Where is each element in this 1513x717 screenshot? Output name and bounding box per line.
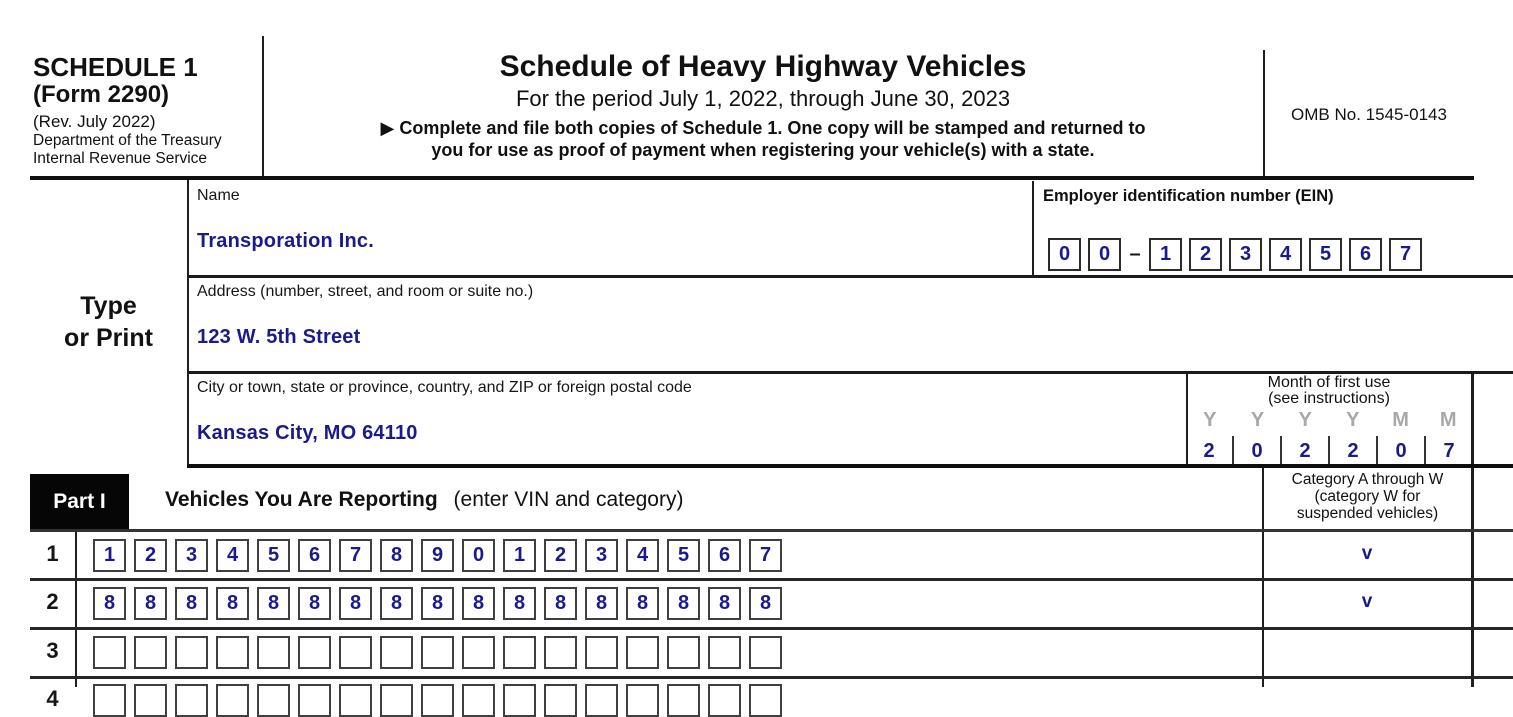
vin-digit-box[interactable]: 8 — [544, 587, 577, 620]
month-label-line2: (see instructions) — [1268, 390, 1390, 407]
part1-badge: Part I — [30, 474, 129, 530]
ein-digit-box[interactable]: 0 — [1048, 238, 1081, 271]
omb-number: OMB No. 1545-0143 — [1291, 105, 1447, 124]
vin-digit-box[interactable] — [667, 684, 700, 717]
vin-digit-box[interactable]: 8 — [298, 587, 331, 620]
month-digit-cell[interactable]: 2 — [1203, 439, 1215, 462]
vin-digit-box[interactable]: 8 — [749, 587, 782, 620]
arrow-right-icon: ▶ — [380, 118, 395, 138]
vin-digit-box[interactable] — [134, 636, 167, 669]
vin-digit-box[interactable] — [175, 684, 208, 717]
vin-digit-box[interactable]: 8 — [216, 587, 249, 620]
vin-digit-box[interactable]: 5 — [257, 539, 290, 572]
agency-line1: Department of the Treasury — [33, 132, 222, 149]
row-number: 1 — [46, 541, 59, 566]
category-header-line2: (category W for — [1314, 488, 1421, 505]
vin-digit-box[interactable] — [585, 684, 618, 717]
month-format-letter: Y — [1346, 408, 1360, 431]
ein-digit-box[interactable]: 1 — [1149, 238, 1182, 271]
vin-digit-box[interactable] — [216, 636, 249, 669]
part1-title: Vehicles You Are Reporting — [165, 488, 438, 511]
vin-digit-box[interactable]: 0 — [462, 539, 495, 572]
vin-digit-box[interactable]: 2 — [134, 539, 167, 572]
vin-digit-box[interactable] — [667, 636, 700, 669]
vin-digit-box[interactable]: 4 — [626, 539, 659, 572]
month-digit-cell[interactable]: 2 — [1280, 436, 1328, 466]
vin-digit-box[interactable] — [257, 636, 290, 669]
vin-digit-box[interactable]: 8 — [421, 587, 454, 620]
ein-digit-box[interactable]: 0 — [1088, 238, 1121, 271]
city-value[interactable]: Kansas City, MO 64110 — [197, 422, 418, 444]
ein-dash: – — [1129, 243, 1141, 265]
form-number: (Form 2290) — [33, 81, 170, 108]
vin-digit-box[interactable]: 3 — [585, 539, 618, 572]
vin-digit-box[interactable] — [749, 636, 782, 669]
vin-digit-box[interactable] — [626, 684, 659, 717]
vin-digit-box[interactable] — [544, 684, 577, 717]
row-divider-3 — [30, 676, 1513, 679]
ein-digit-box[interactable]: 3 — [1229, 238, 1262, 271]
vin-digit-box[interactable] — [462, 636, 495, 669]
ein-label: Employer identification number (EIN) — [1043, 187, 1334, 205]
vin-digit-box[interactable]: 8 — [257, 587, 290, 620]
vin-digit-box[interactable] — [380, 684, 413, 717]
type-or-print-line1: Type — [80, 292, 137, 320]
vin-digit-box[interactable] — [216, 684, 249, 717]
vin-boxes — [93, 587, 782, 620]
vin-digit-box[interactable]: 2 — [544, 539, 577, 572]
name-row-divider — [187, 275, 1513, 278]
vin-digit-box[interactable] — [503, 636, 536, 669]
vin-digit-box[interactable]: 9 — [421, 539, 454, 572]
row-number: 3 — [46, 638, 59, 663]
category-header-line3: suspended vehicles) — [1296, 505, 1439, 522]
month-digit-cell[interactable]: 0 — [1232, 436, 1280, 466]
month-format-letter: M — [1439, 408, 1457, 431]
vin-digit-box[interactable] — [421, 636, 454, 669]
vin-boxes — [93, 636, 782, 669]
vin-digit-box[interactable]: 8 — [462, 587, 495, 620]
month-digit-cell[interactable]: 2 — [1328, 436, 1376, 466]
row-number: 4 — [46, 686, 59, 711]
type-or-print-line2: or Print — [64, 324, 153, 352]
vin-digit-box[interactable] — [626, 636, 659, 669]
vin-digit-box[interactable] — [339, 684, 372, 717]
month-format-letter: Y — [1250, 408, 1265, 431]
ein-digit-box[interactable]: 2 — [1189, 238, 1222, 271]
vin-digit-box[interactable]: 7 — [339, 539, 372, 572]
category-header-line1: Category A through W — [1291, 471, 1444, 488]
vin-digit-box[interactable] — [93, 684, 126, 717]
row-divider-2 — [30, 627, 1513, 630]
ein-digit-box[interactable]: 5 — [1309, 238, 1342, 271]
vin-digit-box[interactable]: 8 — [380, 539, 413, 572]
month-digit-cell[interactable]: 0 — [1376, 436, 1424, 466]
month-format-letter: M — [1392, 408, 1409, 431]
taxpayer-section-divider — [187, 180, 189, 467]
row-number: 2 — [46, 589, 59, 614]
vin-digit-box[interactable]: 8 — [585, 587, 618, 620]
vin-digit-box[interactable]: 8 — [708, 587, 741, 620]
header-rule — [30, 176, 1474, 180]
type-or-print-label — [30, 290, 187, 354]
vin-digit-box[interactable] — [708, 684, 741, 717]
vin-digit-box[interactable]: 7 — [749, 539, 782, 572]
part1-subtitle: (enter VIN and category) — [453, 488, 684, 511]
schedule-title: SCHEDULE 1 — [33, 52, 198, 82]
vin-digit-box[interactable]: 6 — [708, 539, 741, 572]
category-cell[interactable]: v — [1361, 591, 1373, 612]
ein-digit-box[interactable]: 6 — [1349, 238, 1382, 271]
name-label: Name — [197, 187, 240, 204]
vin-digit-box[interactable] — [749, 684, 782, 717]
vin-digit-box[interactable]: 8 — [503, 587, 536, 620]
month-digits — [1186, 436, 1472, 466]
city-label: City or town, state or province, country, and ZIP or foreign postal code — [197, 379, 692, 396]
month-format-letters — [1186, 408, 1472, 432]
vin-digit-box[interactable]: 8 — [175, 587, 208, 620]
month-digit-cell[interactable]: 7 — [1424, 436, 1472, 466]
month-format-letter: Y — [1203, 408, 1217, 431]
vin-digit-box[interactable] — [585, 636, 618, 669]
vin-digit-box[interactable] — [298, 636, 331, 669]
name-value[interactable]: Transporation Inc. — [197, 230, 374, 252]
vin-digit-box[interactable]: 8 — [380, 587, 413, 620]
instruction-line1-text: Complete and file both copies of Schedule 1. One copy will be stamped and returned to — [399, 118, 1146, 138]
form-id-block — [33, 53, 258, 168]
vin-digit-box[interactable]: 1 — [93, 539, 126, 572]
vin-digit-box[interactable]: 8 — [667, 587, 700, 620]
vin-digit-box[interactable] — [462, 684, 495, 717]
part1-title-row — [165, 488, 683, 512]
vin-digit-box[interactable]: 8 — [626, 587, 659, 620]
vin-digit-box[interactable] — [503, 684, 536, 717]
row-divider-1 — [30, 578, 1513, 581]
instruction-line2: you for use as proof of payment when registering your vehicle(s) with a state. — [431, 140, 1095, 160]
vin-digit-box[interactable] — [134, 684, 167, 717]
vin-digit-box[interactable]: 1 — [503, 539, 536, 572]
vin-digit-box[interactable]: 4 — [216, 539, 249, 572]
vin-digit-box[interactable]: 6 — [298, 539, 331, 572]
vin-digit-box[interactable] — [421, 684, 454, 717]
month-of-first-use-label — [1188, 375, 1470, 407]
category-cell[interactable]: v — [1361, 543, 1373, 564]
vin-digit-box[interactable]: 3 — [175, 539, 208, 572]
vin-digit-box[interactable] — [298, 684, 331, 717]
month-format-letter: Y — [1298, 408, 1312, 431]
header-divider-left — [262, 36, 264, 177]
ein-boxes — [1048, 238, 1422, 271]
vin-digit-box[interactable] — [257, 684, 290, 717]
vin-digit-box[interactable] — [93, 636, 126, 669]
page-title: Schedule of Heavy Highway Vehicles — [499, 50, 1027, 83]
vin-digit-box[interactable] — [708, 636, 741, 669]
agency-line2: Internal Revenue Service — [33, 150, 208, 167]
header-center-block — [265, 50, 1261, 161]
vin-digit-box[interactable]: 8 — [339, 587, 372, 620]
ein-digit-box[interactable]: 4 — [1269, 238, 1302, 271]
address-value[interactable]: 123 W. 5th Street — [197, 326, 361, 348]
period-text: For the period July 1, 2022, through June 30, 2023 — [515, 86, 1011, 111]
instruction-line1 — [265, 117, 1261, 139]
revision-date: (Rev. July 2022) — [33, 112, 156, 131]
category-column-header — [1264, 471, 1471, 522]
vin-digit-box[interactable]: 8 — [134, 587, 167, 620]
vin-boxes — [93, 539, 782, 572]
address-label: Address (number, street, and room or suite no.) — [197, 283, 534, 300]
vin-boxes — [93, 684, 782, 717]
vin-table-top-rule — [30, 529, 1513, 532]
vin-digit-box[interactable] — [175, 636, 208, 669]
city-row-divider — [187, 464, 1513, 468]
vin-digit-box[interactable] — [339, 636, 372, 669]
vin-digit-box[interactable] — [380, 636, 413, 669]
vin-digit-box[interactable]: 5 — [667, 539, 700, 572]
vin-digit-box[interactable] — [544, 636, 577, 669]
vin-digit-box[interactable]: 8 — [93, 587, 126, 620]
ein-digit-box[interactable]: 7 — [1389, 238, 1422, 271]
month-label-line1: Month of first use — [1267, 374, 1391, 391]
ein-section-divider — [1032, 181, 1034, 275]
row-number-column-divider — [75, 532, 77, 687]
